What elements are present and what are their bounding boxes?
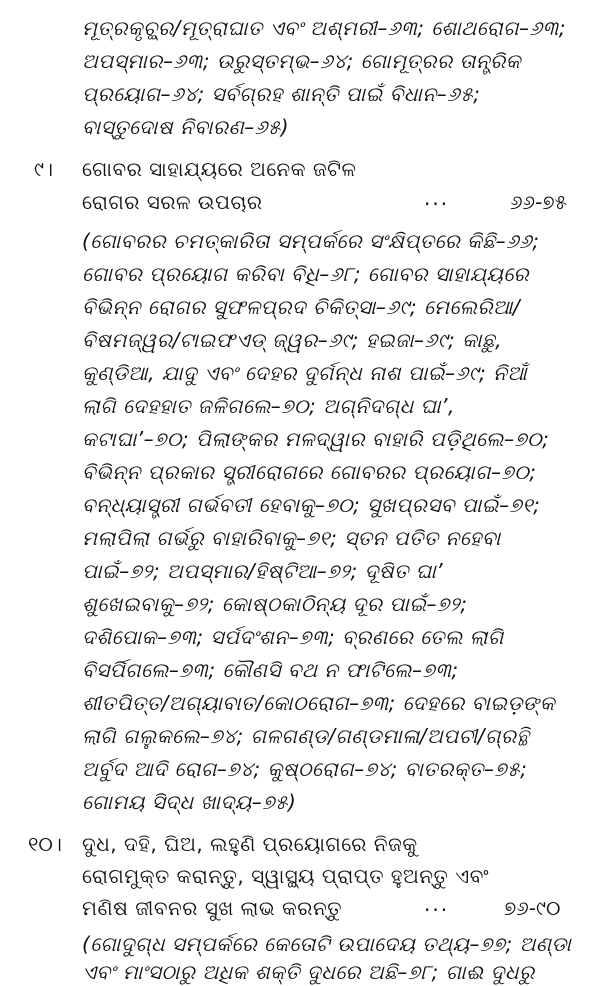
section-9-detail-6: ଲାଗି ଦେହହାତ ଜଳିଗଲେ–୭୦; ଅଗ୍ନିଦଗ୍ଧ ଘା’, bbox=[82, 394, 455, 418]
intro-line-3: ପ୍ରୟୋଗ–୬୪; ସର୍ବଗ୍ରହ ଶାନ୍ତି ପାଇଁ ବିଧାନ–୬୫; bbox=[82, 82, 481, 106]
section-9-detail-4: ବିଷମଜ୍ୱର/ଟାଇଫଏଡ୍ ଜ୍ୱର–୬୯; ହଇଜା–୬୯; କାଛୁ, bbox=[82, 328, 503, 352]
section-10-detail-2: ଏବଂ ମାଂସଠାରୁ ଅଧିକ ଶକ୍ତି ଦୁଧରେ ଅଛି–୭୮; ଗାଈ ଦୁଧରୁ bbox=[82, 960, 535, 984]
section-9-detail-3: ବିଭିନ୍ନ ରୋଗର ସୁଫଳପ୍ରଦ ଚିକିତ୍ସା–୬୯; ମେଲେରିଆ/ bbox=[82, 295, 521, 319]
section-9-number: ୯। bbox=[34, 157, 53, 181]
section-10-title-line-1: ଦୁଧ, ଦହି, ଘିଅ, ଲହୁଣି ପ୍ରୟୋଗରେ ନିଜକୁ bbox=[82, 832, 418, 856]
section-9-detail-2: ଗୋବର ପ୍ରୟୋଗ କରିବା ବିଧି–୬୮; ଗୋବର ସାହାଯ୍ୟରେ bbox=[82, 262, 530, 286]
section-10-detail-1: (ଗୋଦୁଗ୍ଧ ସମ୍ପର୍କରେ କେତୋଟି ଉପାଦେୟ ତଥ୍ୟ–୭୭; ଅଣ୍ଡା bbox=[82, 932, 572, 956]
intro-line-2: ଅପସ୍ମାର–୬୩; ଉରୁସ୍ତମ୍ଭ–୬୪; ଗୋମୂତ୍ରର ତାନ୍ତ୍ରିକ bbox=[82, 49, 522, 73]
section-9-detail-18: ଗୋମୟ ସିଦ୍ଧ ଖାଦ୍ୟ–୭୫) bbox=[82, 790, 297, 814]
intro-line-4: ବାସ୍ତୁଦୋଷ ନିବାରଣ–୬୫) bbox=[82, 115, 290, 139]
section-9-leader-dots: ... bbox=[424, 186, 450, 210]
intro-line-1: ମୂତ୍ରକୃଚ୍ଛ୍ର/ମୂତ୍ରାଘାତ ଏବଂ ଅଶ୍ମରୀ–୬୩; ଶୋଥରୋଗ–୬୩; bbox=[82, 16, 567, 40]
section-10-title-line-3: ମଣିଷ ଜୀବନର ସୁଖ ଲାଭ କରନ୍ତୁ bbox=[82, 896, 343, 920]
section-9-detail-12: ଶୁଖେଇବାକୁ–୭୨; କୋଷ୍ଠକାଠିନ୍ୟ ଦୂର ପାଇଁ–୭୨; bbox=[82, 592, 468, 616]
section-9-detail-13: ଦଶିପୋକ–୭୩; ସର୍ପଦଂଶନ–୭୩; ବ୍ରଣରେ ତେଲ ଲାଗି bbox=[82, 625, 504, 649]
section-9-detail-7: କଟାଘା’–୭୦; ପିଲାଙ୍କର ମଳଦ୍ୱାର ବାହାରି ପଡ଼ିଥିଲେ–୭୦; bbox=[82, 427, 550, 451]
section-9-detail-11: ପାଇଁ–୭୨; ଅପସ୍ମାର/ହିଷ୍ଟିଆ–୭୨; ଦୂଷିତ ଘା’ bbox=[82, 559, 444, 583]
section-10-title-line-2: ରୋଗମୁକ୍ତ କରାନ୍ତୁ, ସ୍ୱାସ୍ଥ୍ୟ ପ୍ରାପ୍ତ ହୁଅନ୍ତୁ ଏବଂ bbox=[82, 864, 489, 888]
section-9-detail-9: ବନ୍ଧ୍ୟାସ୍ତ୍ରୀ ଗର୍ଭବତୀ ହେବାକୁ–୭୦; ସୁଖପ୍ରସବ ପାଇଁ–୭୧; bbox=[82, 493, 541, 517]
section-9-detail-8: ବିଭିନ୍ନ ପ୍ରକାର ସ୍ତ୍ରୀରୋଗରେ ଗୋବରର ପ୍ରୟୋଗ–୭୦; bbox=[82, 460, 537, 484]
section-10-leader-dots: ... bbox=[424, 892, 450, 916]
section-9-detail-1: (ଗୋବରର ଚମତ୍କାରିତା ସମ୍ପର୍କରେ ସଂକ୍ଷିପ୍ତରେ କିଛି–୬୬; bbox=[82, 229, 540, 253]
section-9-detail-15: ଶୀତପିତ୍ତ/ଅଗ୍ୟାବାତ/କୋଠରୋଗ–୭୩; ଦେହରେ ବାଇଡ଼ଙ୍କ bbox=[82, 691, 556, 715]
section-10-number: ୧୦। bbox=[28, 832, 62, 856]
section-10-page-range: ୭୬-୯୦ bbox=[504, 896, 561, 920]
section-9-detail-10: ମଲାପିଲା ଗର୍ଭରୁ ବାହାରିବାକୁ–୭୧; ସ୍ତନ ପତିତ ନହେବା bbox=[82, 526, 501, 550]
section-9-detail-14: ବିସର୍ପିଗଲେ–୭୩; କୌଣସି ବଥ ନ ଫାଟିଲେ–୭୩; bbox=[82, 658, 459, 682]
section-9-page-range: ୬୬-୭୫ bbox=[510, 190, 568, 214]
section-9-detail-16: ଲାଗି ଗଲୁକଲେ–୭୪; ଗଳଗଣ୍ଡ/ଗଣ୍ଡମାଳା/ଅପଚୀ/ଗ୍ରନ୍ଥି bbox=[82, 724, 530, 748]
section-9-title-line-1: ଗୋବର ସାହାଯ୍ୟରେ ଅନେକ ଜଟିଳ bbox=[82, 157, 357, 181]
section-9-detail-5: କୁଣ୍ଡିଆ, ଯାଦୁ ଏବଂ ଦେହର ଦୁର୍ଗନ୍ଧ ନାଶ ପାଇଁ–୬୯; ନିଆଁ bbox=[82, 361, 528, 385]
section-9-detail-17: ଅର୍ବୁଦ ଆଦି ରୋଗ–୭୪; କୁଷ୍ଠରୋଗ–୭୪; ବାତରକ୍ତ–୭୫; bbox=[82, 757, 528, 781]
section-9-title-line-2: ରୋଗର ସରଳ ଉପଚାର bbox=[82, 190, 263, 214]
